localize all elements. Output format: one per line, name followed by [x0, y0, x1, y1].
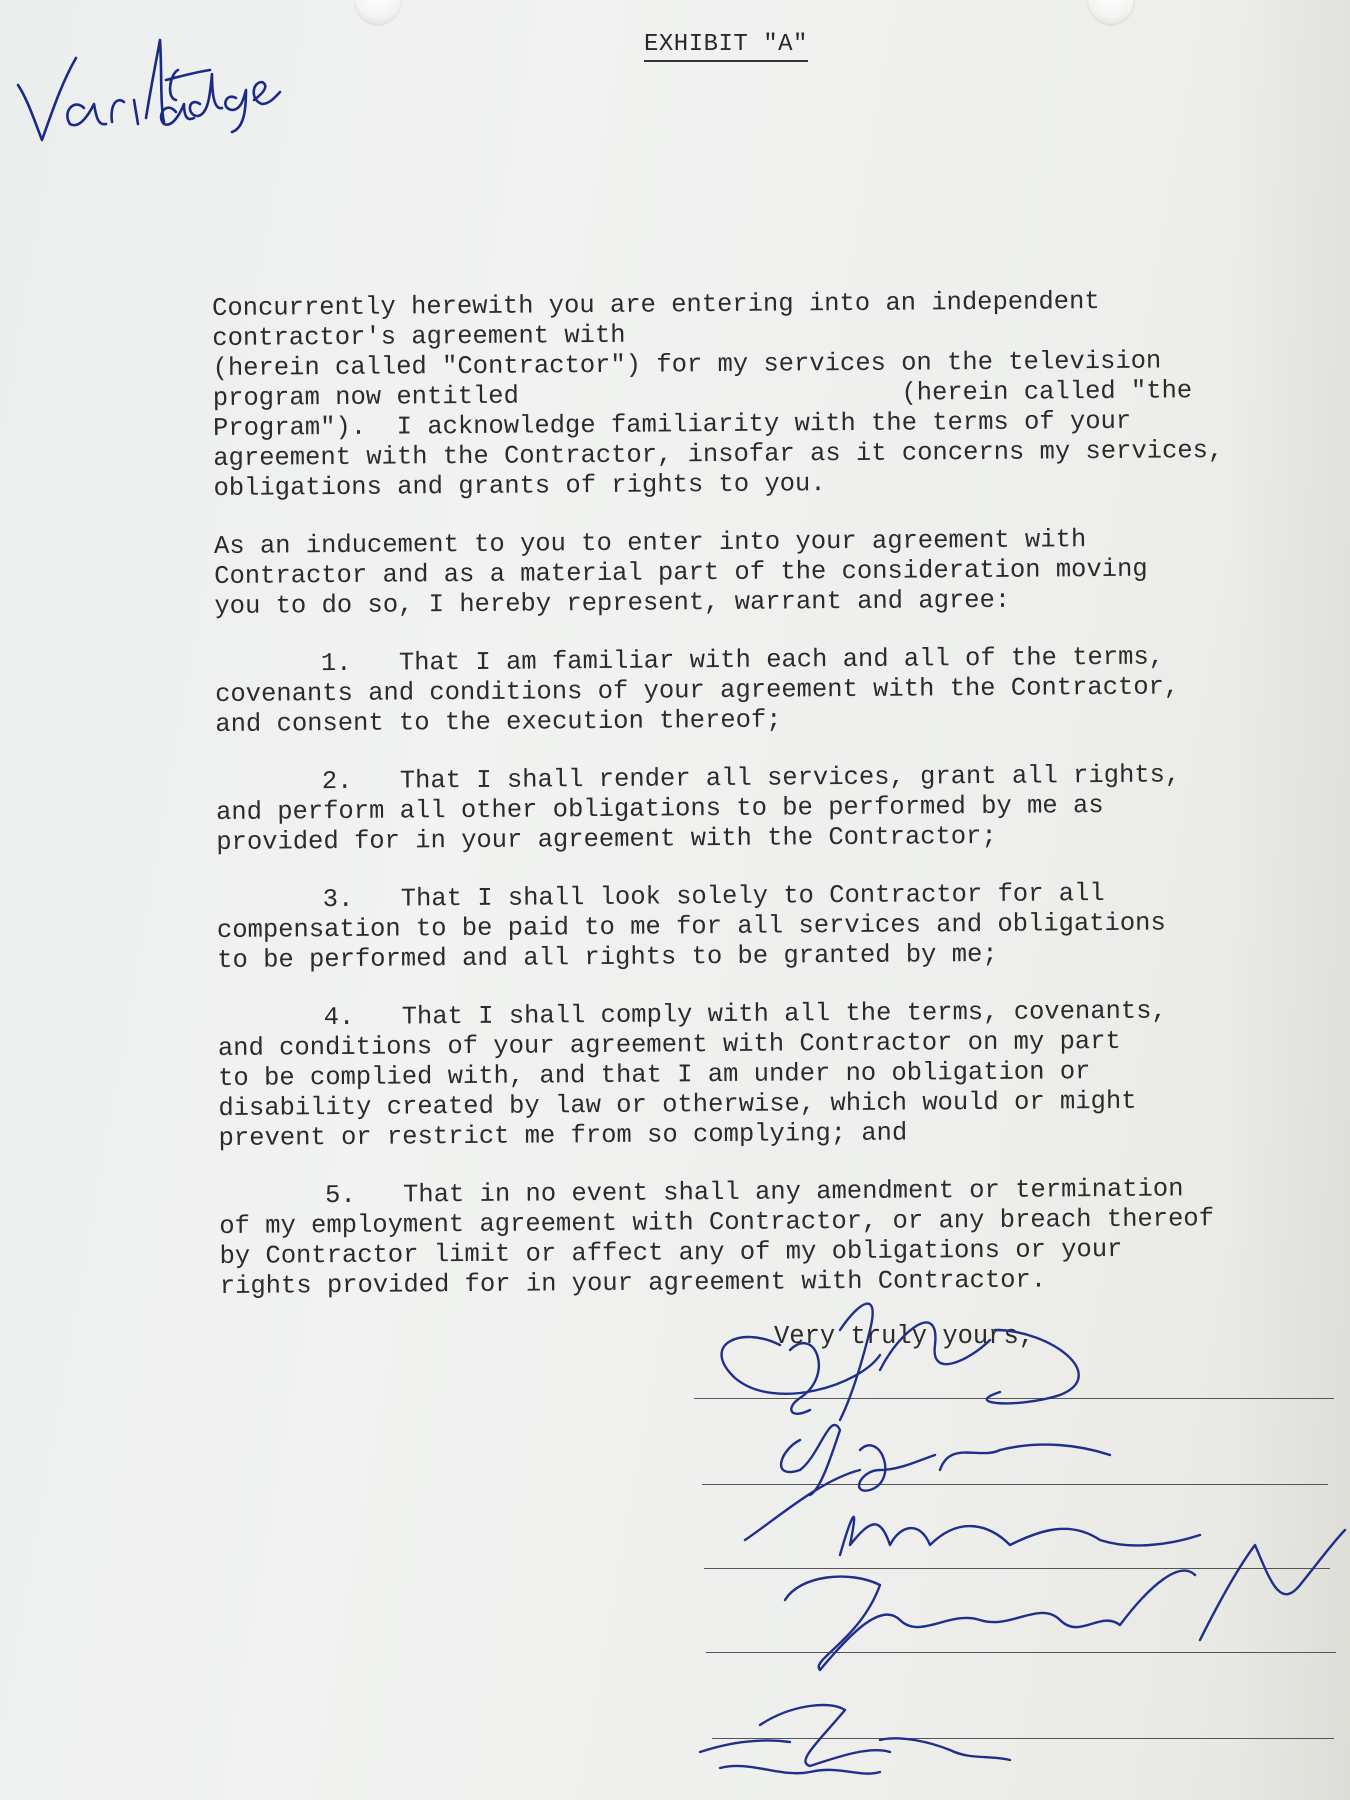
- item-line: rights provided for in your agreement with Contractor.: [219, 1265, 1047, 1301]
- item-line: prevent or restrict me from so complying; and: [218, 1118, 908, 1153]
- intro-line: program now entitled (herein called "the: [212, 376, 1193, 413]
- intro-paragraph: [212, 285, 1350, 504]
- item-line: That I shall comply with all the terms, covenants,: [401, 996, 1167, 1032]
- item-line: That I shall look solely to Contractor for all: [400, 879, 1105, 914]
- signature-line: [704, 1568, 1330, 1569]
- item-line: by Contractor limit or affect any of my obligations or your: [219, 1234, 1123, 1271]
- item-line: compensation to be paid to me for all services and obligations: [216, 908, 1166, 945]
- punch-hole-left: [355, 0, 401, 24]
- numbered-item-4: [218, 995, 1350, 1154]
- item-number: 5.: [324, 1180, 356, 1211]
- intro-line: contractor's agreement with: [212, 320, 626, 353]
- signature-line: [712, 1738, 1334, 1739]
- signature-line: [706, 1652, 1336, 1653]
- inducement-line: you to do so, I hereby represent, warrant and agree:: [214, 585, 1011, 621]
- inducement-line: As an inducement to you to enter into your agreement with: [213, 525, 1087, 561]
- numbered-item-5: [219, 1173, 1350, 1302]
- item-line: of my employment agreement with Contractor, or any breach thereof: [219, 1204, 1215, 1241]
- inducement-line: Contractor and as a material part of the consideration moving: [214, 554, 1148, 591]
- intro-line: Concurrently herewith you are entering into an independent: [212, 287, 1100, 323]
- intro-line: obligations and grants of rights to you.: [213, 469, 826, 503]
- item-number: 3.: [322, 884, 354, 915]
- item-number: 1.: [320, 648, 352, 679]
- item-number: 4.: [323, 1002, 355, 1033]
- item-line: and perform all other obligations to be performed by me as: [215, 791, 1104, 827]
- signature-line: [694, 1398, 1334, 1399]
- punch-hole-right: [1088, 0, 1134, 24]
- intro-line: agreement with the Contractor, insofar as it concerns my services,: [213, 436, 1224, 473]
- item-line: That I shall render all services, grant all rights,: [399, 760, 1181, 796]
- numbered-item-2: [216, 759, 1350, 858]
- item-line: and conditions of your agreement with Contractor on my part: [217, 1026, 1121, 1063]
- intro-line: Program"). I acknowledge familiarity with the terms of your: [212, 406, 1132, 443]
- item-number: 2.: [321, 766, 353, 797]
- letter-body: [212, 285, 1350, 1302]
- numbered-item-1: [215, 641, 1350, 740]
- exhibit-title: EXHIBIT "A": [644, 32, 808, 62]
- item-line: provided for in your agreement with the Contractor;: [216, 821, 997, 857]
- handwritten-note: [18, 40, 280, 140]
- numbered-item-3: [217, 877, 1350, 976]
- intro-line: (herein called "Contractor") for my services on the television: [212, 346, 1162, 383]
- item-line: disability created by law or otherwise, which would or might: [218, 1086, 1137, 1123]
- item-line: That I am familiar with each and all of the terms,: [398, 642, 1165, 678]
- item-line: to be performed and all rights to be granted by me;: [217, 939, 998, 975]
- signature-marks: [700, 1304, 1345, 1774]
- item-line: covenants and conditions of your agreement with the Contractor,: [215, 672, 1180, 709]
- closing-salutation: Very truly yours,: [774, 1322, 1035, 1351]
- item-line: That in no event shall any amendment or termination: [402, 1174, 1184, 1210]
- inducement-paragraph: [214, 523, 1350, 622]
- signature-line: [702, 1484, 1328, 1485]
- item-line: to be complied with, and that I am under no obligation or: [218, 1057, 1091, 1093]
- item-line: and consent to the execution thereof;: [215, 705, 782, 739]
